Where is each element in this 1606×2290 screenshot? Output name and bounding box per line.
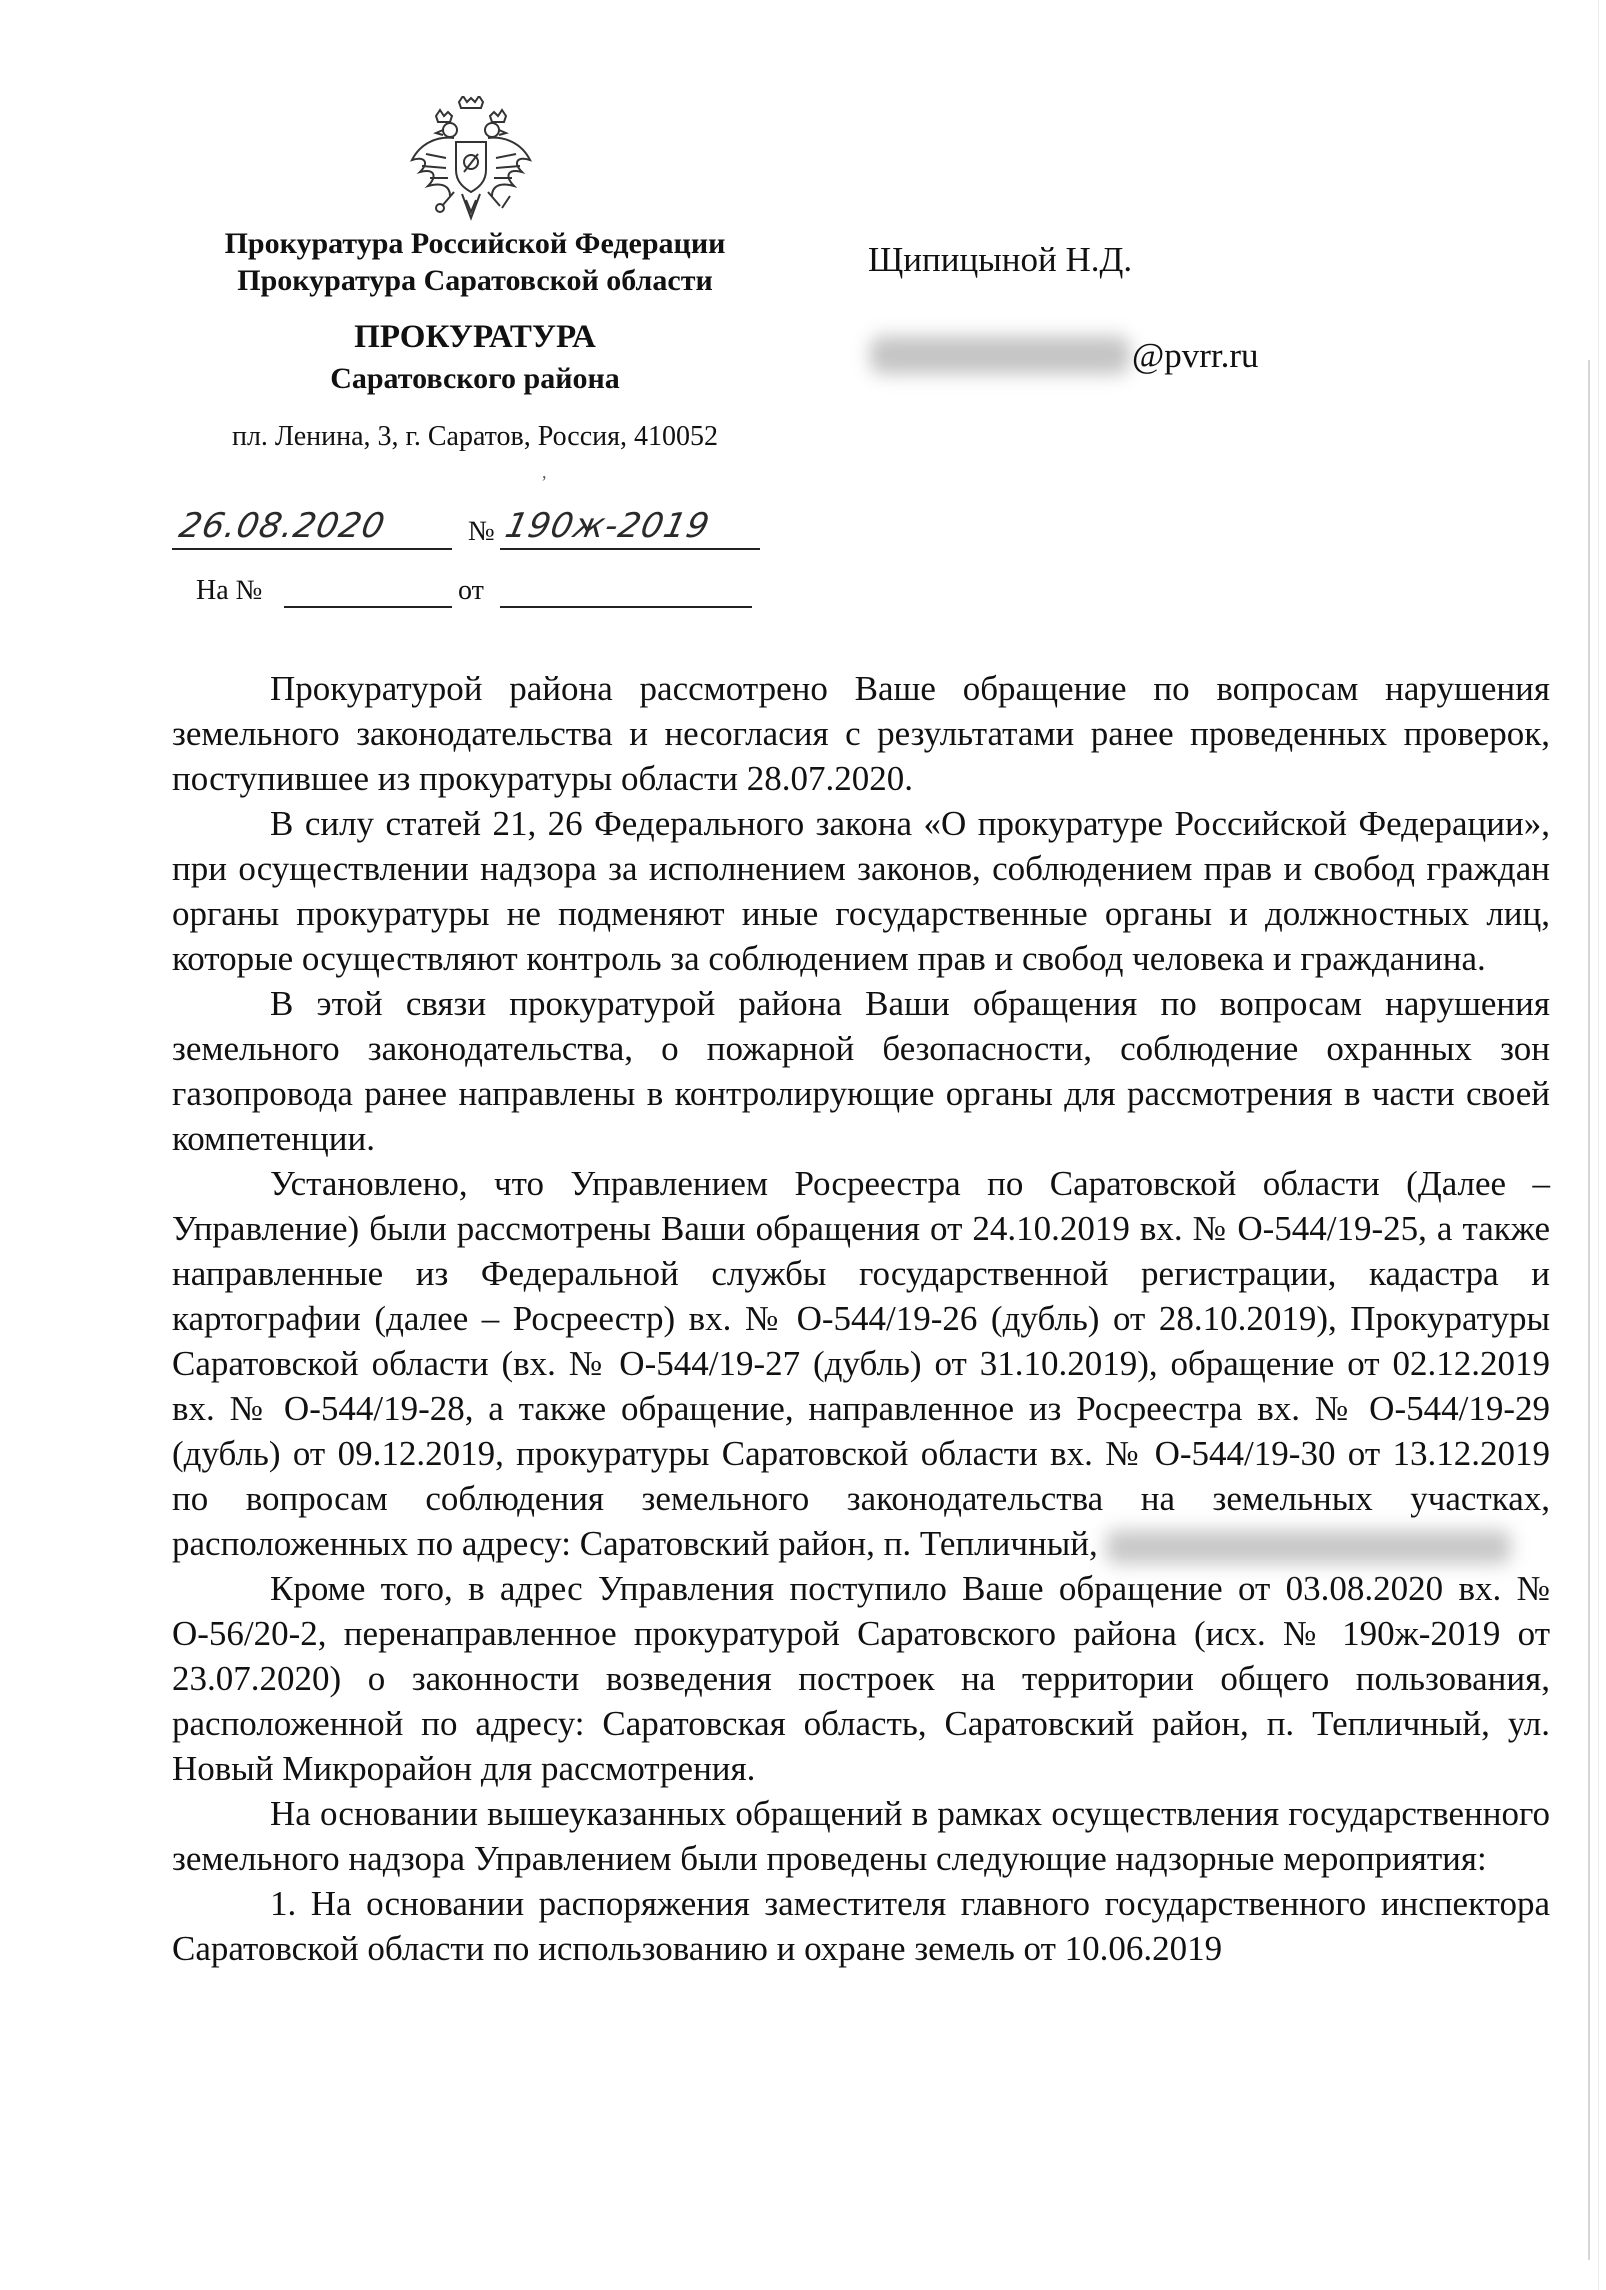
handwritten-date: 26.08.2020 bbox=[175, 506, 389, 546]
paragraph-4 bbox=[172, 1161, 1550, 1566]
reference-date-blank-line bbox=[500, 606, 752, 608]
scan-edge-line bbox=[1598, 0, 1599, 2290]
paragraph-4-text: Установлено, что Управлением Росреестра по Саратовской области (Далее – Управление) были рассмотрены Ваши обращения от 24.10.2019 вх. № О-544/19-25, а также направленные из Федеральной службы государственной регистрации, кадастра и картографии (далее – Росреестр) вх. № О-544/19-26 (дубль) от 28.10.2019), Прокуратуры Саратовской области (вх. № О-544/19-27 (дубль) от 31.10.2019), обращение от 02.12.2019 вх. № О-544/19-28, а также обращение, направленное из Росреестра вх. № О-544/19-29 (дубль) от 09.12.2019, прокуратуры Саратовской области вх. № О-544/19-30 от 13.12.2019 по вопросам соблюдения земельного законодательства на земельных участках, расположенных по адресу: Саратовский район, п. Тепличный, bbox=[172, 1164, 1550, 1563]
paragraph-2: В силу статей 21, 26 Федерального закона «О прокуратуре Российской Федерации», при осуществлении надзора за исполнением законов, соблюдением прав и свобод граждан органы прокуратуры не подменяют иные государственные органы и должностных лиц, которые осуществляют контроль за соблюдением прав и свобод человека и гражданина. bbox=[172, 804, 1550, 978]
coat-of-arms-emblem bbox=[406, 96, 536, 226]
paragraph-6: На основании вышеуказанных обращений в рамках осуществления государственного земельного надзора Управлением были проведены следующие надзорные мероприятия: bbox=[172, 1794, 1550, 1878]
address-comma: , bbox=[542, 462, 547, 482]
recipient-email-domain: @pvrr.ru bbox=[1132, 336, 1259, 375]
handwritten-number: 190ж-2019 bbox=[501, 506, 714, 546]
paragraph-7: 1. На основании распоряжения заместителя главного государственного инспектора Саратовской области по использованию и охране земель от 10.06.2019 bbox=[172, 1884, 1550, 1968]
paragraph-3: В этой связи прокуратурой района Ваши обращения по вопросам нарушения земельного законодательства, о пожарной безопасности, соблюдение охранных зон газопровода ранее направлены в контролирующие органы для рассмотрения в части своей компетенции. bbox=[172, 984, 1550, 1158]
reference-date-label: от bbox=[458, 575, 484, 606]
reference-blank-line bbox=[284, 606, 452, 608]
redacted-address bbox=[1106, 1530, 1511, 1564]
org-line-1: Прокуратура Российской Федерации bbox=[224, 227, 726, 260]
number-label: № bbox=[468, 516, 495, 547]
office-title: ПРОКУРАТУРА bbox=[354, 319, 596, 355]
number-underline bbox=[500, 548, 760, 550]
org-line-2: Прокуратура Саратовской области bbox=[237, 264, 713, 297]
scan-edge-line bbox=[1588, 360, 1590, 2260]
redacted-email-local-part bbox=[870, 336, 1130, 374]
paragraph-5: Кроме того, в адрес Управления поступило Ваше обращение от 03.08.2020 вх. № О-56/20-2, перенаправленное прокуратурой Саратовского района (исх. № 190ж-2019 от 23.07.2020) о законности возведения построек на территории общего пользования, расположенной по адресу: Саратовская область, Саратовский район, п. Тепличный, ул. Новый Микрорайон для рассмотрения. bbox=[172, 1569, 1550, 1788]
paragraph-1: Прокуратурой района рассмотрено Ваше обращение по вопросам нарушения земельного законодательства и несогласия с результатами ранее проведенных проверок, поступившее из прокуратуры области 28.07.2020. bbox=[172, 669, 1550, 798]
reference-label: На № bbox=[196, 575, 263, 606]
office-address: пл. Ленина, 3, г. Саратов, Россия, 410052 bbox=[231, 421, 719, 452]
date-underline bbox=[172, 548, 452, 550]
recipient-name: Щипицыной Н.Д. bbox=[868, 240, 1133, 279]
letter-body bbox=[172, 666, 1550, 1971]
office-subtitle: Саратовского района bbox=[330, 362, 620, 395]
